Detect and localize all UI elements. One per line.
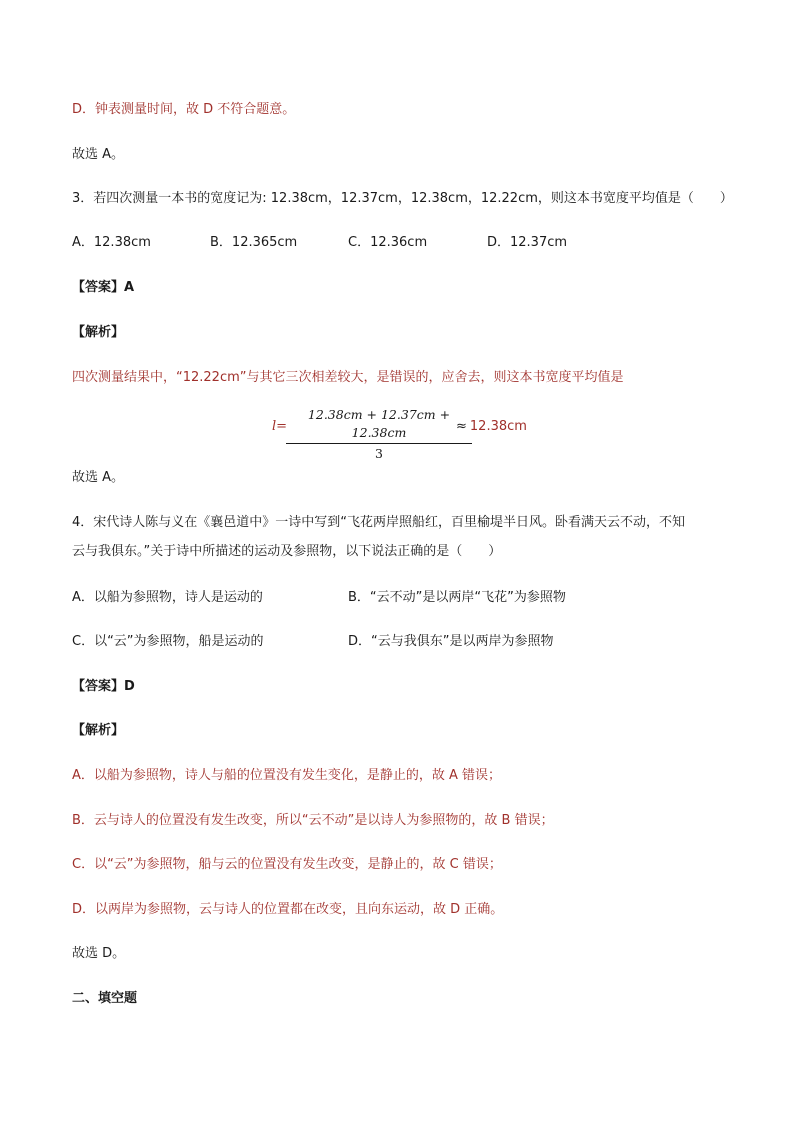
q3-option-a: A．12.38cm bbox=[72, 235, 151, 250]
formula-lhs: l= bbox=[272, 419, 288, 434]
q3-option-d: D．12.37cm bbox=[487, 235, 568, 250]
q3-analysis-text: 四次测量结果中，“12.22cm”与其它三次相差较大，是错误的，应舍去，则这本书宽度平均值是 bbox=[72, 370, 624, 385]
question-4-stem-line-1: 4．宋代诗人陈与义在《襄邑道中》一诗中写到“飞花两岸照船红，百里榆堤半日风。卧看满天云不动，不知 bbox=[72, 515, 686, 530]
q3-formula bbox=[272, 406, 532, 461]
q4-answer-choice: 故选 D。 bbox=[72, 946, 126, 961]
q3-analysis-title: 【解析】 bbox=[72, 325, 125, 340]
q4-analysis-a: A．以船为参照物，诗人与船的位置没有发生变化，是静止的，故 A 错误； bbox=[72, 768, 502, 783]
section-title: 二、填空题 bbox=[72, 991, 138, 1006]
q4-option-a: A．以船为参照物，诗人是运动的 bbox=[72, 590, 263, 605]
q4-analysis-title: 【解析】 bbox=[72, 723, 125, 738]
q3-option-c: C．12.36cm bbox=[348, 235, 428, 250]
q4-analysis-d: D．以两岸为参照物，云与诗人的位置都在改变，且向东运动，故 D 正确。 bbox=[72, 902, 504, 917]
q3-answer-text: 【答案】A bbox=[72, 280, 135, 295]
formula-fraction bbox=[286, 406, 472, 462]
previous-answer-choice: 故选 A。 bbox=[72, 147, 125, 162]
previous-analysis-d: D．钟表测量时间，故 D 不符合题意。 bbox=[72, 102, 296, 117]
approx-sign: ≈ bbox=[456, 419, 467, 434]
question-4-stem-line-2: 云与我俱东。”关于诗中所描述的运动及参照物，以下说法正确的是（ ） bbox=[72, 544, 502, 559]
formula-denominator: 3 bbox=[375, 446, 383, 461]
formula-result: 12.38cm bbox=[469, 419, 527, 434]
formula-numerator: 12.38cm + 12.37cm + 12.38cm bbox=[307, 407, 451, 440]
q3-answer bbox=[72, 279, 134, 297]
q4-answer: 【答案】D bbox=[72, 679, 135, 694]
fraction-bar bbox=[286, 443, 472, 444]
q4-option-d: D．“云与我俱东”是以两岸为参照物 bbox=[348, 634, 554, 649]
q4-analysis-b: B．云与诗人的位置没有发生改变，所以“云不动”是以诗人为参照物的，故 B 错误； bbox=[72, 813, 554, 828]
q3-answer-choice: 故选 A。 bbox=[72, 470, 125, 485]
question-3-stem: 3．若四次测量一本书的宽度记为: 12.38cm，12.37cm，12.38cm，12.22cm，则这本书宽度平均值是（ ） bbox=[72, 191, 733, 206]
q3-option-b: B．12.365cm bbox=[210, 235, 298, 250]
q4-option-b: B．“云不动”是以两岸“飞花”为参照物 bbox=[348, 590, 566, 605]
q4-analysis-c: C．以“云”为参照物，船与云的位置没有发生改变，是静止的，故 C 错误； bbox=[72, 857, 502, 872]
q4-option-c: C．以“云”为参照物，船是运动的 bbox=[72, 634, 264, 649]
formula-rhs bbox=[456, 419, 527, 434]
